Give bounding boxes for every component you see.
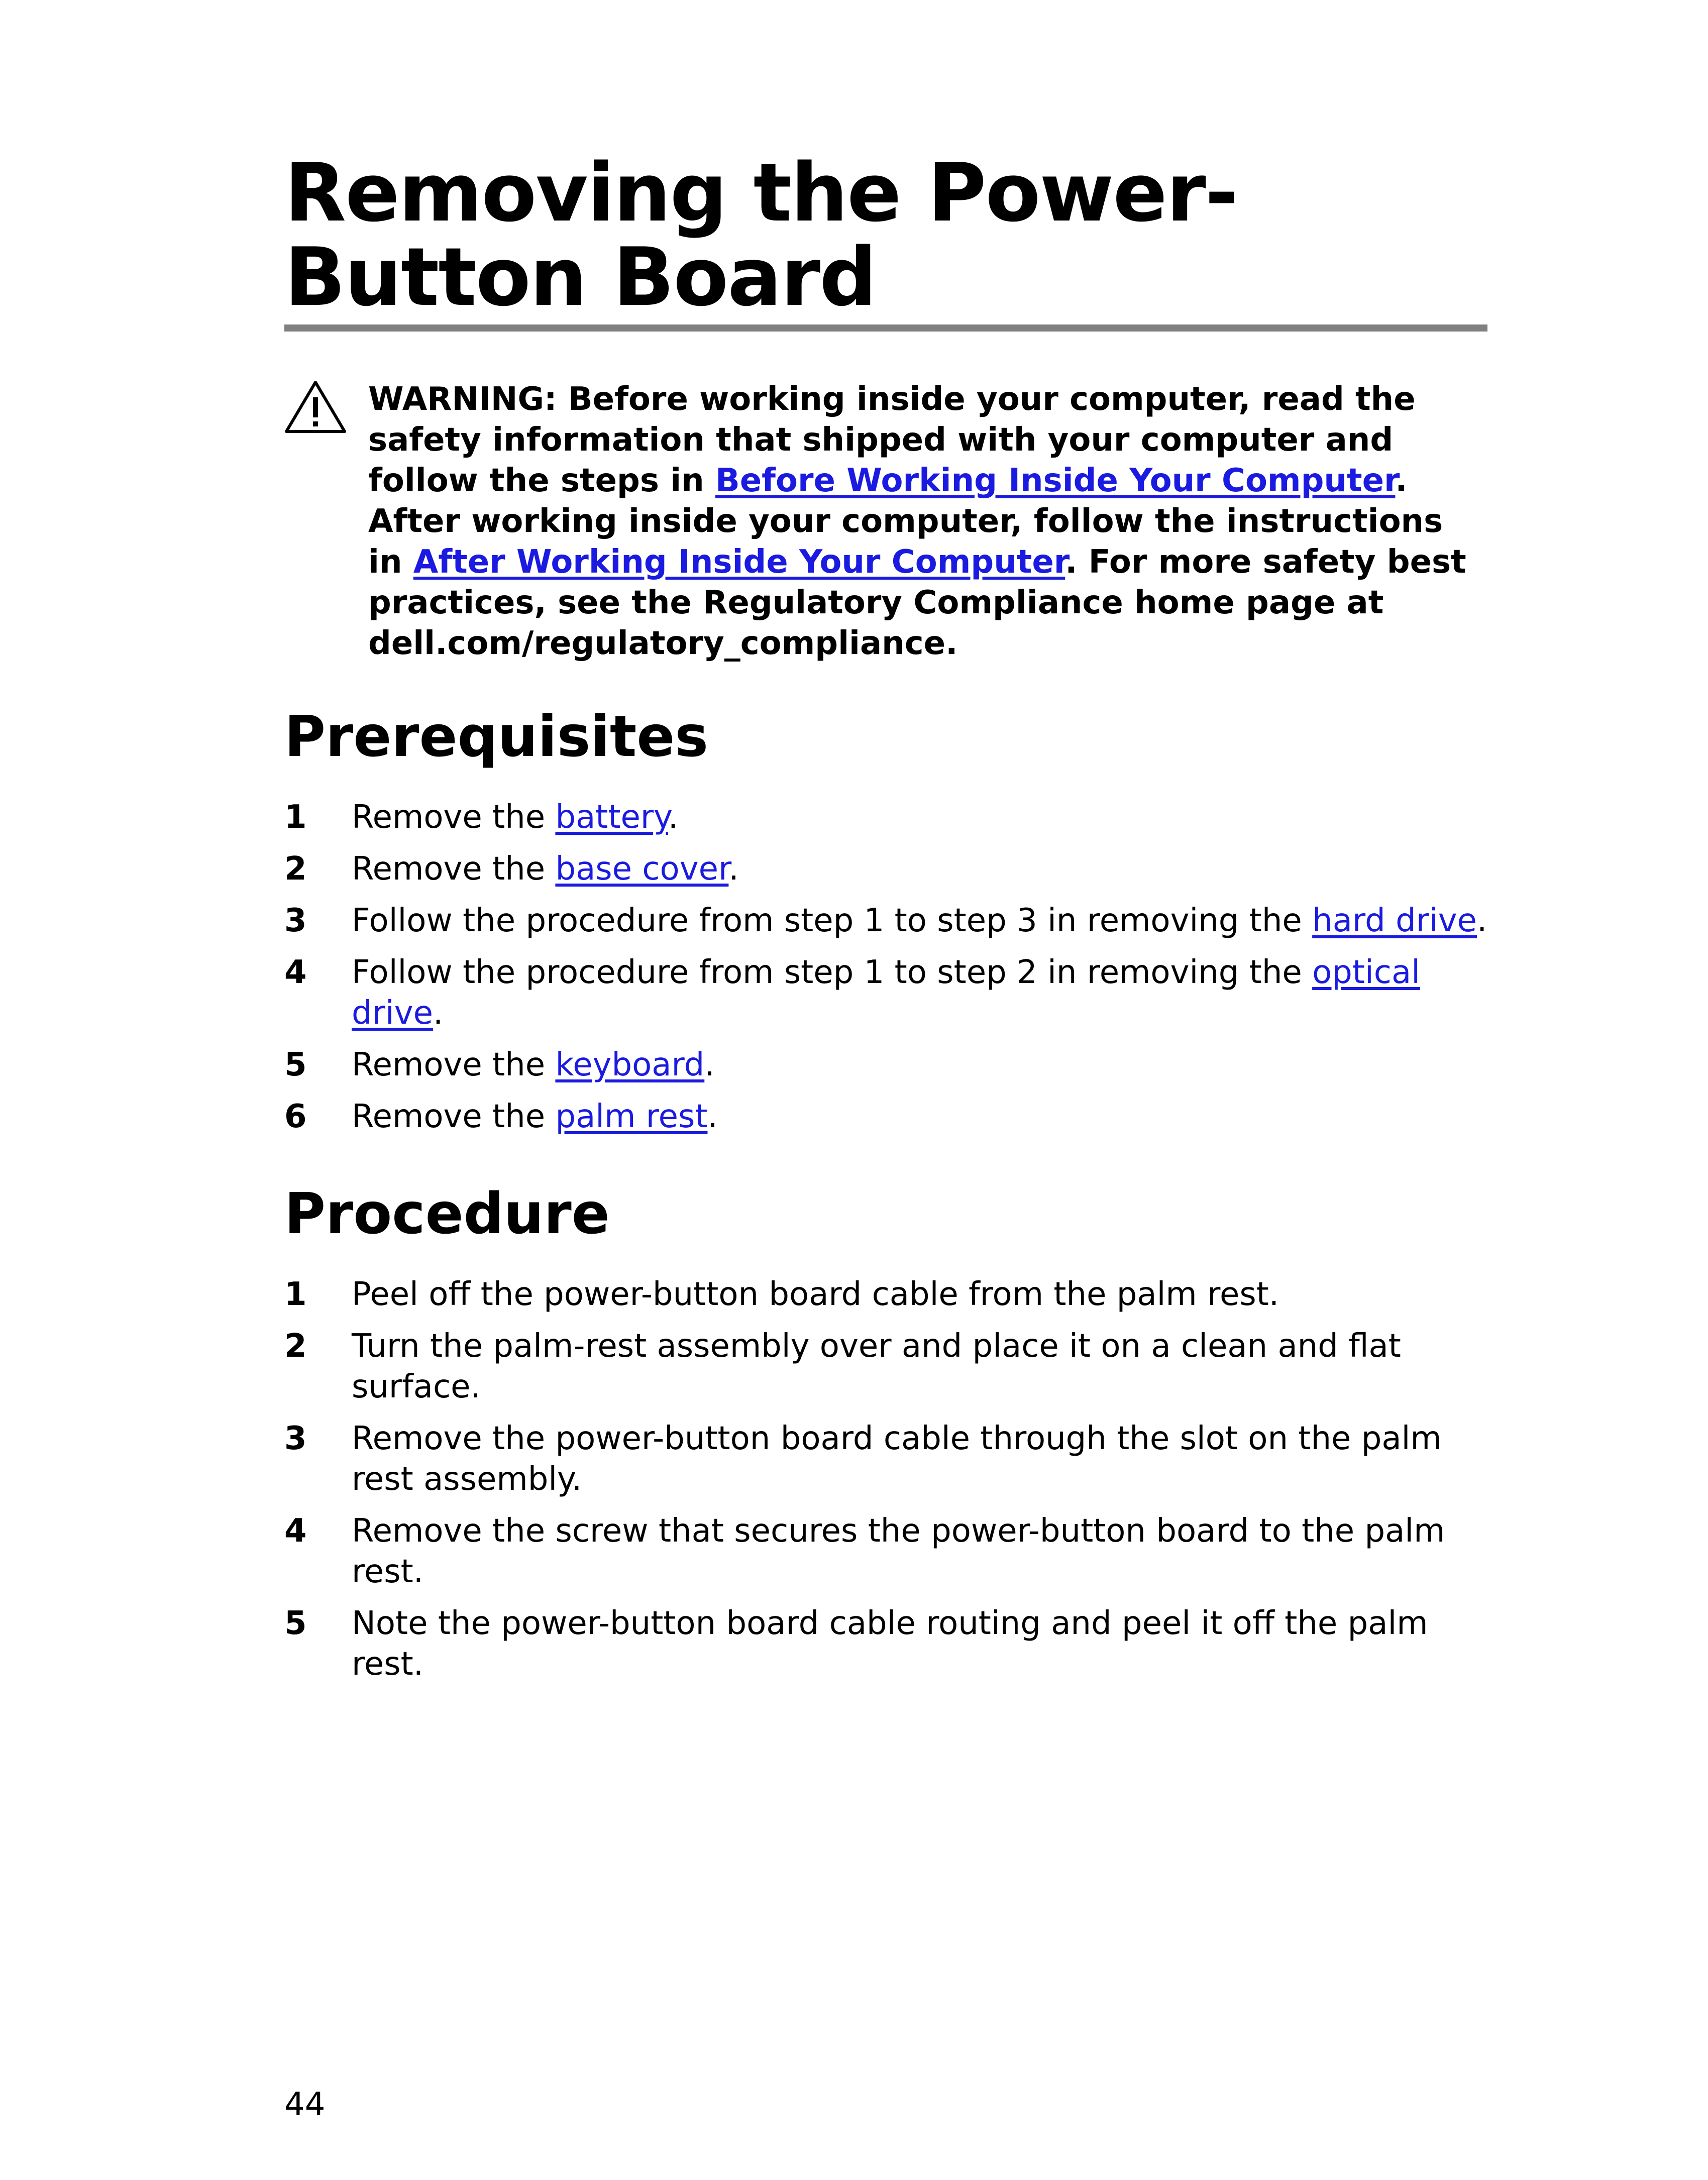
step-number: 1 xyxy=(284,1276,307,1313)
step-link[interactable]: battery xyxy=(555,799,668,836)
warning-box xyxy=(284,379,1487,664)
step-link[interactable]: base cover xyxy=(555,850,729,888)
step-link[interactable]: hard drive xyxy=(1312,902,1477,939)
step-text: Remove the xyxy=(352,850,556,888)
step-text: . xyxy=(433,995,444,1032)
warning-text: . For more safety best practices, see the Regulatory Compliance home page at dell.com/regulatory_compliance. xyxy=(368,543,1466,662)
prerequisites-step xyxy=(284,849,1487,890)
prerequisites-step xyxy=(284,797,1487,838)
step-text: . xyxy=(668,799,679,836)
step-text: Turn the palm-rest assembly over and place it on a clean and flat surface. xyxy=(352,1328,1401,1405)
step-text: . xyxy=(707,1098,718,1135)
warning-text: . After working inside your computer, follow the instructions in xyxy=(368,462,1443,581)
prerequisites-step xyxy=(284,1045,1487,1085)
page-content xyxy=(284,146,1487,1696)
procedure-step xyxy=(284,1419,1487,1500)
step-number: 3 xyxy=(284,1420,307,1457)
step-number: 5 xyxy=(284,1605,307,1642)
procedure-step xyxy=(284,1511,1487,1592)
step-text: Follow the procedure from step 1 to step 2 in removing the xyxy=(352,954,1313,991)
prerequisites-step xyxy=(284,901,1487,941)
step-text: Remove the screw that secures the power-button board to the palm rest. xyxy=(352,1512,1445,1590)
procedure-heading: Procedure xyxy=(284,1181,610,1247)
warning-link[interactable]: After Working Inside Your Computer xyxy=(413,543,1065,581)
procedure-step xyxy=(284,1326,1487,1407)
step-text: Remove the power-button board cable through the slot on the palm rest assembly. xyxy=(352,1420,1442,1498)
step-text: . xyxy=(1477,902,1487,939)
step-text: Remove the xyxy=(352,1046,556,1083)
step-link[interactable]: keyboard xyxy=(555,1046,705,1083)
step-text: Remove the xyxy=(352,1098,556,1135)
step-text: Follow the procedure from step 1 to step 3 in removing the xyxy=(352,902,1313,939)
step-number: 5 xyxy=(284,1046,307,1083)
prerequisites-heading: Prerequisites xyxy=(284,704,708,770)
title-underline-rule xyxy=(284,324,1487,332)
step-number: 3 xyxy=(284,902,307,939)
prerequisites-step xyxy=(284,1097,1487,1137)
step-number: 6 xyxy=(284,1098,307,1135)
prerequisites-step xyxy=(284,952,1487,1034)
step-text: Note the power-button board cable routing and peel it off the palm rest. xyxy=(352,1605,1428,1683)
step-number: 4 xyxy=(284,954,307,991)
step-number: 1 xyxy=(284,799,307,836)
step-number: 2 xyxy=(284,850,307,888)
step-link[interactable]: optical drive xyxy=(352,954,1420,1032)
step-number: 4 xyxy=(284,1512,307,1550)
step-text: . xyxy=(728,850,739,888)
prerequisites-list xyxy=(284,797,1487,1137)
step-link[interactable]: palm rest xyxy=(555,1098,708,1135)
step-text: Remove the xyxy=(352,799,556,836)
warning-triangle-icon xyxy=(284,379,347,434)
page-number: 44 xyxy=(284,2086,326,2123)
warning-link[interactable]: Before Working Inside Your Computer xyxy=(715,462,1396,499)
step-number: 2 xyxy=(284,1328,307,1365)
procedure-step xyxy=(284,1603,1487,1685)
page-title: Removing the Power-Button Board xyxy=(284,146,1238,324)
step-text: . xyxy=(704,1046,715,1083)
step-text: Peel off the power-button board cable from the palm rest. xyxy=(352,1276,1279,1313)
warning-text: WARNING: Before working inside your computer, read the safety information that shipped with your computer and follow the steps in xyxy=(368,381,1416,499)
procedure-step xyxy=(284,1274,1487,1315)
warning-text xyxy=(368,379,1487,664)
procedure-list xyxy=(284,1274,1487,1685)
